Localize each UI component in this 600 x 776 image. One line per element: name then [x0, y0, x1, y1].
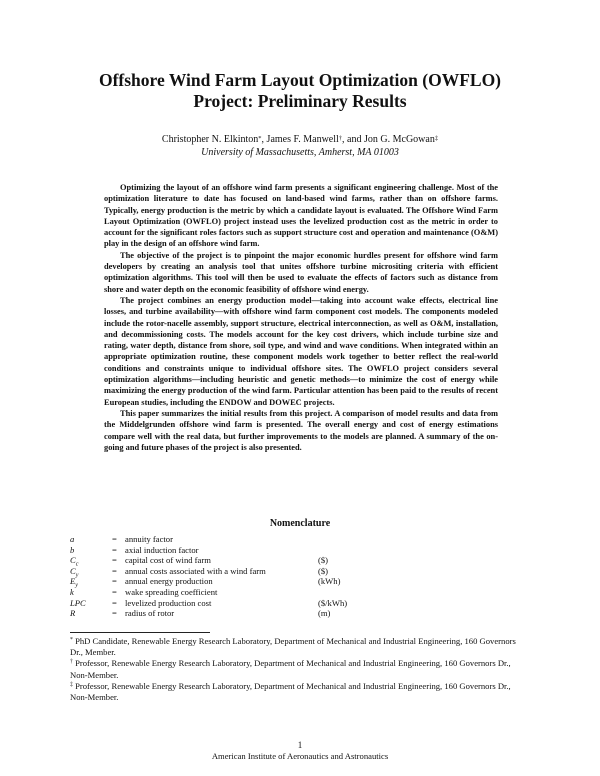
author-name: Jon G. McGowan [364, 134, 435, 145]
footnote [70, 681, 530, 703]
nomenclature-unit: (m) [318, 608, 331, 619]
nomenclature-symbol: k [70, 586, 74, 597]
nomenclature-equals: = [112, 608, 117, 619]
footnote-text: Professor, Renewable Energy Research Laboratory, Department of Mechanical and Industrial Engineering, 160 Governors Dr., Non-Member. [70, 680, 511, 703]
nomenclature-definition: annual costs associated with a wind farm [125, 565, 266, 576]
author-separator: , and [342, 134, 364, 145]
nomenclature-row [70, 555, 490, 566]
nomenclature-definition: axial induction factor [125, 544, 199, 555]
nomenclature-row [70, 534, 490, 545]
nomenclature-symbol: R [70, 608, 76, 619]
footnotes [70, 636, 530, 703]
nomenclature-row [70, 587, 490, 598]
nomenclature-equals: = [112, 597, 117, 608]
nomenclature-row [70, 598, 490, 609]
title-line-1: Offshore Wind Farm Layout Optimization (OWFLO) [98, 70, 502, 90]
footnote-mark: * [258, 135, 262, 142]
nomenclature-row [70, 566, 490, 577]
footnote-separator [70, 632, 210, 633]
abstract-paragraph: The project combines an energy production model—taking into account wake effects, electrical line losses, and turbine availability—with offshore wind farm component cost models. The components modeled include the rotor-nacelle assembly, support structure, electrical interconnection, as well as O&M, installation, and decommissioning costs. The models account for the key cost drivers, which include turbine size and rating, water depth, distance from shore, soil type, and wind and wave conditions. When integrated within an appropriate optimization routine, these component models work together to better reflect the real-world conditions and constraints unique to individual offshore sites. The OWFLO project considers several optimization algorithms—including heuristic and genetic methods—to minimize the cost of energy while maximizing the energy production of the wind farm. Particular attention has been paid to the results of recent European studies, including the ENDOW and DOWEC projects. [104, 295, 498, 407]
footnote-mark: ‡ [70, 681, 73, 688]
nomenclature-equals: = [112, 544, 117, 555]
footnote [70, 658, 530, 680]
nomenclature-equals: = [112, 534, 117, 544]
nomenclature-equals: = [112, 576, 117, 587]
nomenclature-symbol: a [70, 534, 75, 544]
author-list [40, 134, 560, 146]
abstract-paragraph: Optimizing the layout of an offshore wind farm presents a significant engineering challenge. Most of the optimization literature to date has focused on land-based wind farms, rather than on offshore farms. Typically, energy production is the metric by which a candidate layout is evaluated. The Offshore Wind Farm Layout Optimization (OWFLO) project instead uses the levelized production cost as the metric in order to account for the significant roles factors such as support structure cost and operation and maintenance (O&M) play in the design of an offshore wind farm. [104, 183, 498, 249]
nomenclature-equals: = [112, 586, 117, 597]
abstract-paragraph: The objective of the project is to pinpoint the major economic hurdles present for offshore wind farm developers by creating an analysis tool that unites offshore turbine micrositing criteria with efficient optimization algorithms. This tool will then be used to evaluate the effects of factors such as distance from shore and water depth on the economic feasibility of offshore wind energy. [104, 250, 498, 294]
nomenclature-definition: annuity factor [125, 534, 173, 544]
nomenclature-equals: = [112, 555, 117, 566]
footnote [70, 636, 530, 658]
nomenclature-list [70, 534, 490, 619]
author-affiliation: University of Massachusetts, Amherst, MA 01003 [201, 147, 399, 158]
nomenclature-symbol: $C_y$ [70, 565, 79, 579]
nomenclature-heading: Nomenclature [269, 518, 331, 529]
page-footer: American Institute of Aeronautics and Astronautics [211, 751, 389, 761]
nomenclature-definition: wake spreading coefficient [125, 586, 218, 597]
nomenclature-symbol: b [70, 544, 75, 555]
nomenclature-definition: levelized production cost [125, 597, 212, 608]
author-name: James F. Manwell [266, 134, 339, 145]
title-line-2: Project: Preliminary Results [193, 91, 407, 111]
paper-title [40, 70, 560, 112]
nomenclature-symbol: LPC [70, 597, 86, 608]
nomenclature-unit: ($) [318, 565, 329, 576]
nomenclature-definition: annual energy production [125, 576, 213, 587]
nomenclature-row [70, 576, 490, 590]
nomenclature-symbol: $C_c$ [70, 555, 79, 568]
footnote-text: Professor, Renewable Energy Research Laboratory, Department of Mechanical and Industrial Engineering, 160 Governors Dr., Non-Member. [70, 658, 511, 680]
footnote-mark: ‡ [434, 135, 439, 142]
page-number: 1 [297, 740, 303, 750]
nomenclature-unit: ($/kWh) [318, 597, 348, 608]
nomenclature-row [70, 608, 490, 619]
abstract-paragraph: This paper summarizes the initial results from this project. A comparison of model results and data from the Middelgrunden offshore wind farm is presented. The overall energy and cost of energy estimations compare well with the real data, but further improvements to the models are planned. A summary of the on-going and future phases of the project is also presented. [104, 408, 498, 452]
nomenclature-equals: = [112, 565, 117, 576]
nomenclature-unit: ($) [318, 555, 329, 566]
author-separator: , [261, 134, 267, 145]
author-name: Christopher N. Elkinton [161, 134, 259, 145]
footnote-mark: † [338, 135, 343, 142]
footnote-mark: * [70, 637, 73, 643]
footnote-text: PhD Candidate, Renewable Energy Research Laboratory, Department of Mechanical and Industrial Engineering, 160 Governors Dr., Member. [70, 636, 516, 658]
footnote-mark: † [70, 659, 73, 666]
nomenclature-definition: capital cost of wind farm [125, 555, 211, 566]
nomenclature-unit: (kWh) [318, 576, 341, 587]
nomenclature-symbol: $E_y$ [70, 576, 78, 590]
abstract [104, 182, 498, 453]
nomenclature-row [70, 545, 490, 556]
nomenclature-definition: radius of rotor [125, 608, 175, 619]
